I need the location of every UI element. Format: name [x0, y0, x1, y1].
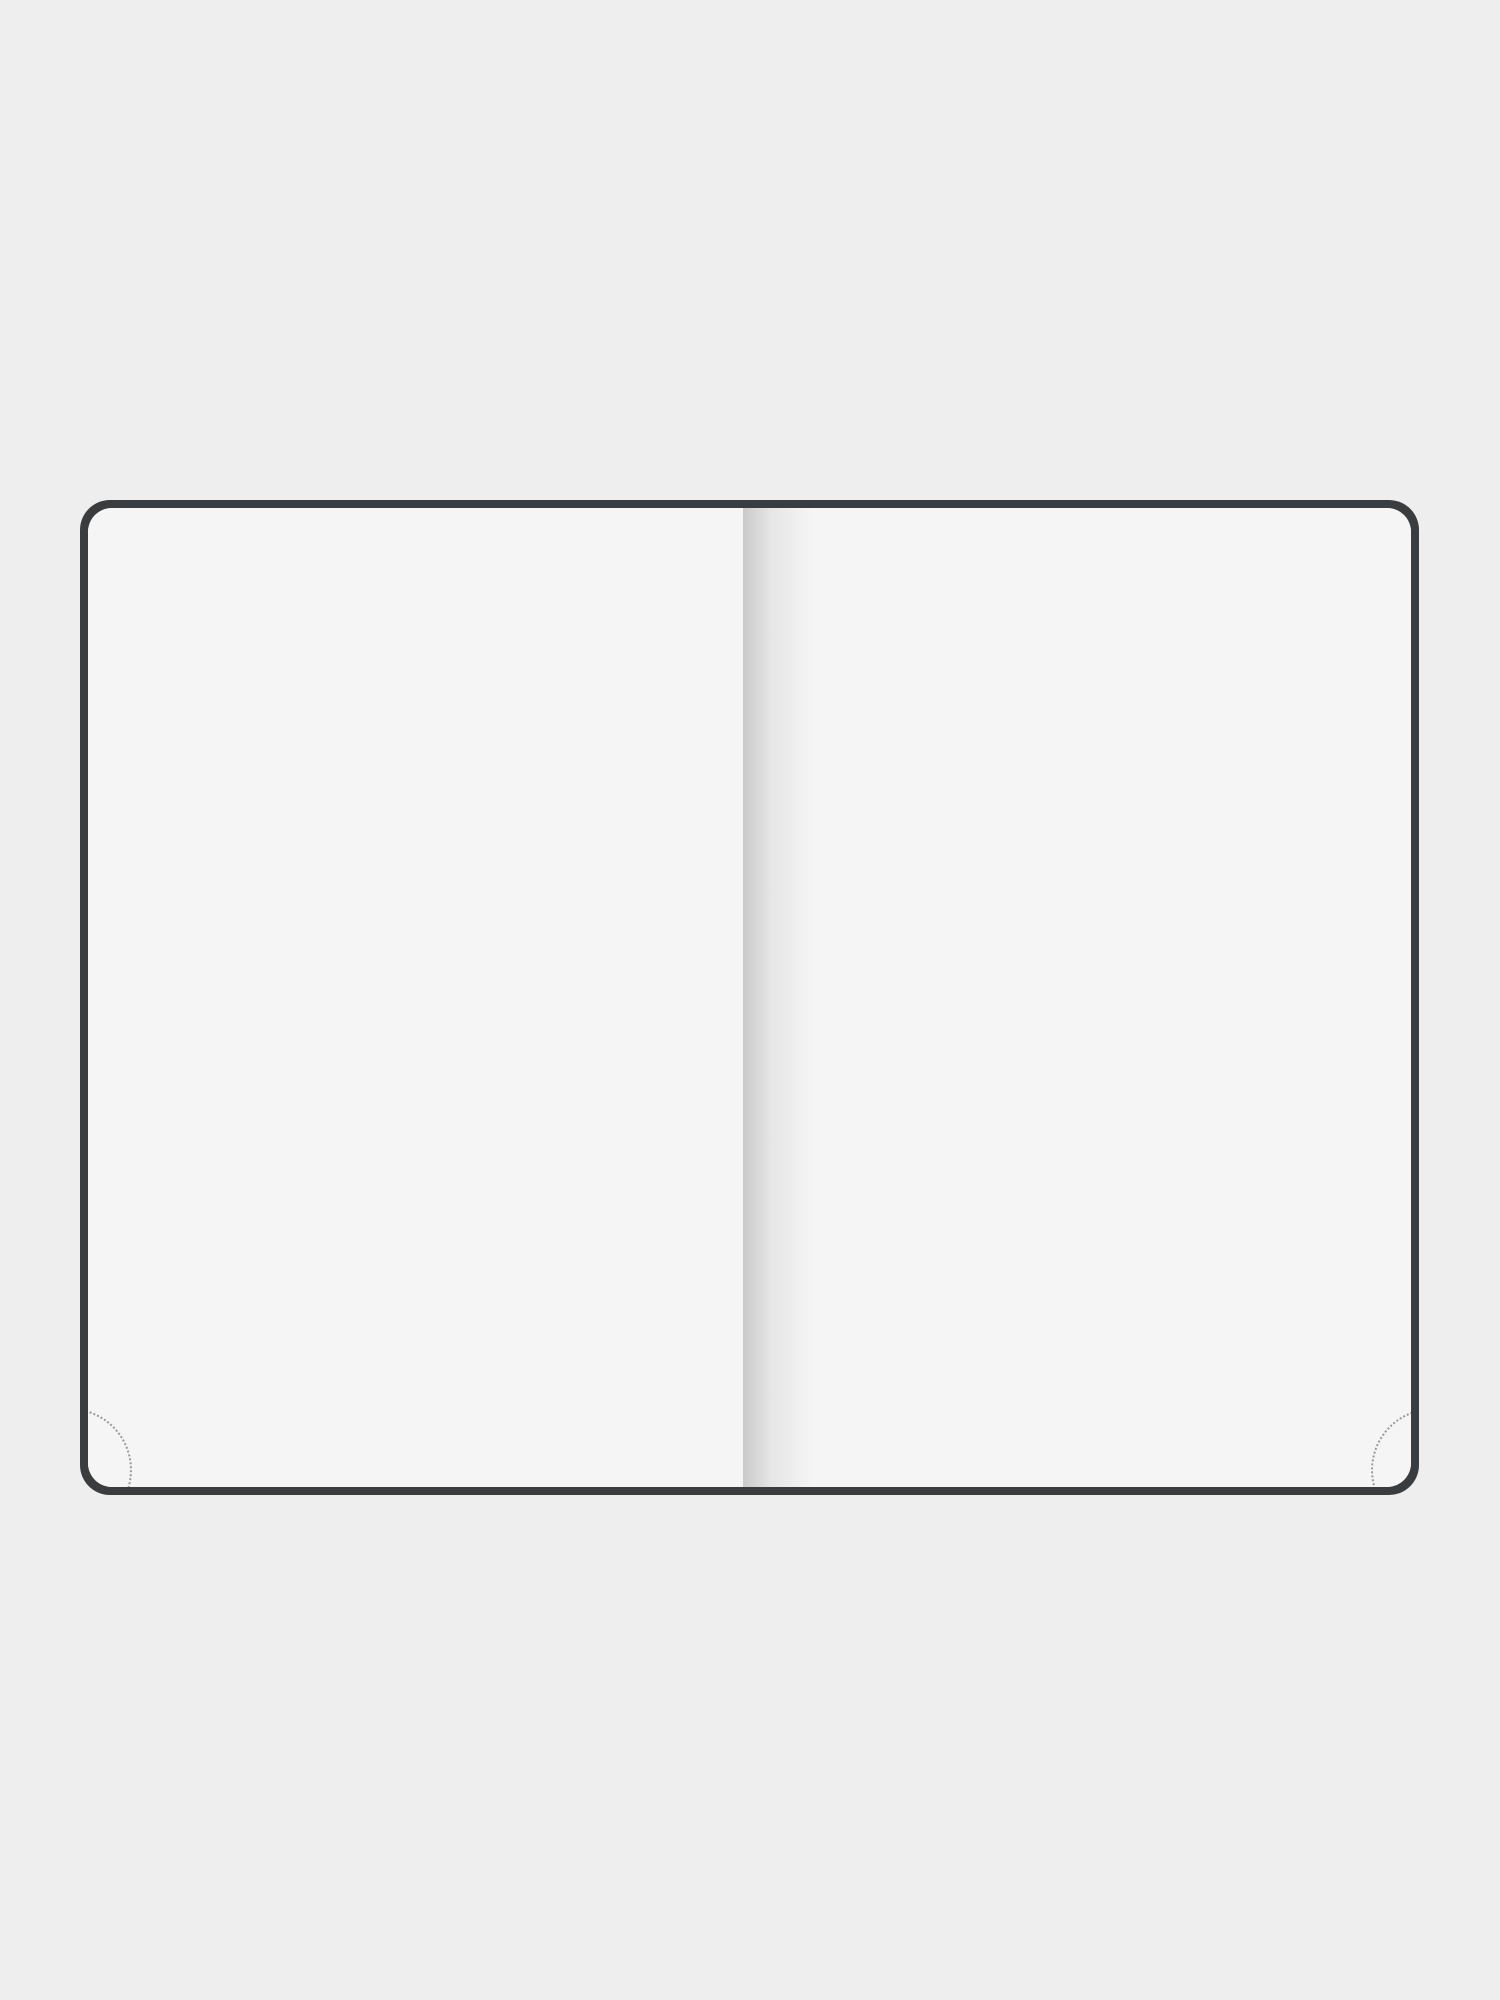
- page-gutter: [743, 508, 813, 1487]
- open-planner-spread: [88, 508, 1411, 1487]
- left-page: [88, 508, 743, 1487]
- right-page: [743, 508, 1411, 1487]
